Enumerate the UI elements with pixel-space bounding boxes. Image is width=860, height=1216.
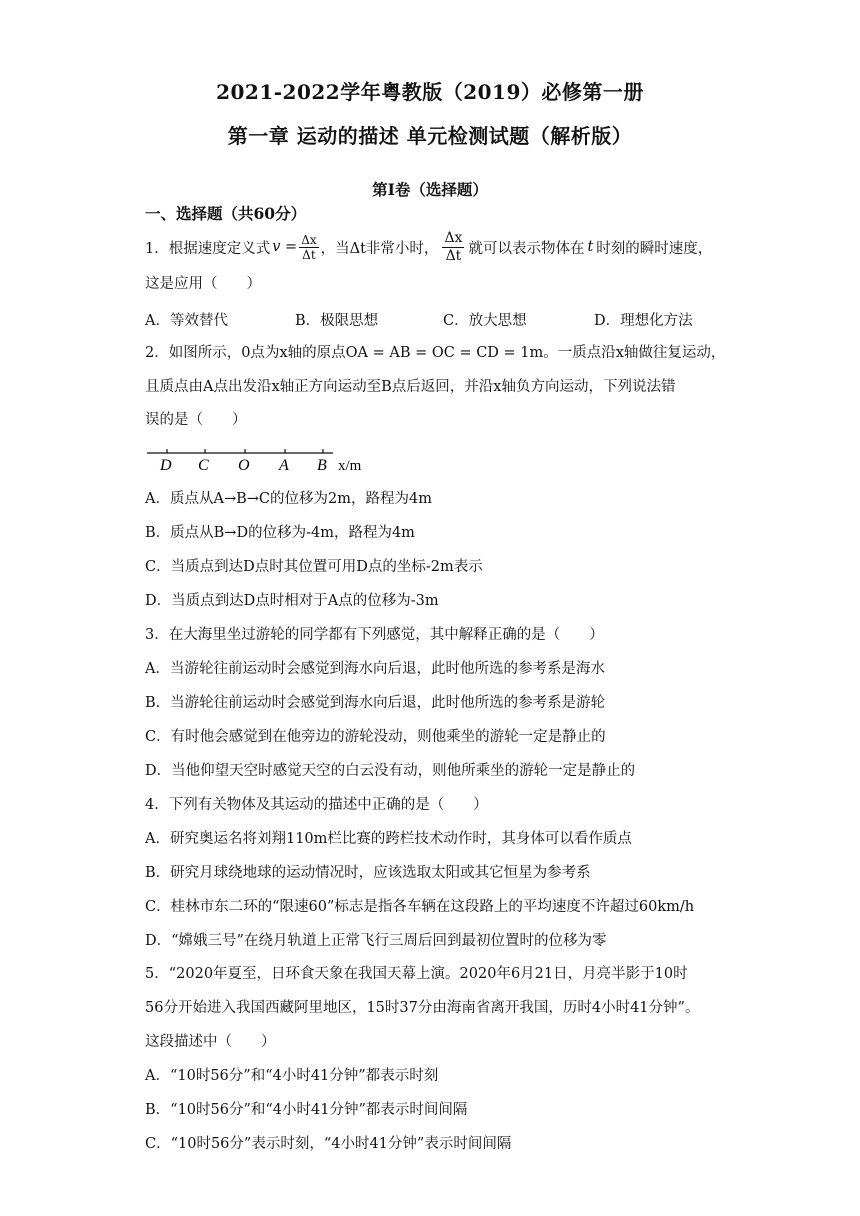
q1-option-b: B．极限思想	[295, 313, 379, 329]
q1-t-symbol: t	[587, 239, 594, 255]
q4-option-b: B．研究月球绕地球的运动情况时，应该选取太阳或其它恒星为参考系	[145, 865, 591, 881]
q5-stem-line3: 这段描述中（ ）	[145, 1034, 276, 1050]
q3-stem: 3．在大海里坐过游轮的同学都有下列感觉，其中解释正确的是（ ）	[145, 627, 604, 643]
x-axis-diagram	[145, 440, 385, 476]
q1-text-part4: 时刻的瞬时速度，	[596, 240, 713, 257]
q4-option-d: D．“嫦娥三号”在绕月轨道上正常飞行三周后回到最初位置时的位移为零	[145, 933, 607, 949]
q1-v-equals: v =	[272, 239, 298, 255]
q5-stem-line1: 5．“2020年夏至，日环食天象在我国天幕上演。2020年6月21日，月亮半影于10时	[145, 966, 688, 982]
q1-ratio-denominator: Δt	[445, 247, 462, 264]
q5-option-b: B．“10时56分”和“4小时41分钟”都表示时间间隔	[145, 1102, 468, 1118]
section-heading: 一、选择题（共60分）	[145, 204, 307, 223]
q1-velocity-fraction	[299, 233, 318, 262]
axis-label-a: A	[279, 457, 289, 474]
axis-label-c: C	[198, 457, 209, 474]
q3-option-a: A．当游轮往前运动时会感觉到海水向后退，此时他所选的参考系是海水	[145, 661, 605, 677]
q1-frac-denominator: Δt	[302, 247, 316, 262]
q3-option-d: D．当他仰望天空时感觉天空的白云没有动，则他所乘坐的游轮一定是静止的	[145, 763, 636, 779]
document-subtitle: 第一章 运动的描述 单元检测试题（解析版）	[227, 124, 633, 148]
q1-text-part3: 就可以表示物体在	[468, 240, 585, 257]
q2-option-d: D．当质点到达D点时相对于A点的位移为-3m	[145, 593, 439, 609]
q2-option-b: B．质点从B→D的位移为-4m，路程为4m	[145, 525, 415, 541]
q2-stem-line2: 且质点由A点出发沿x轴正方向运动至B点后返回，并沿x轴负方向运动，下列说法错	[145, 379, 676, 395]
axis-label-o: O	[238, 457, 250, 474]
q2-option-c: C．当质点到达D点时其位置可用D点的坐标-2m表示	[145, 559, 483, 575]
q3-option-b: B．当游轮往前运动时会感觉到海水向后退，此时他所选的参考系是游轮	[145, 695, 606, 711]
q2-option-a: A．质点从A→B→C的位移为2m，路程为4m	[145, 491, 432, 507]
q1-ratio-numerator: Δx	[444, 229, 463, 246]
q2-stem-line3: 误的是（ ）	[145, 412, 247, 428]
q2-stem-line1: 2．如图所示，0点为x轴的原点OA = AB = OC = CD = 1m。一质点沿x轴做往复运动，	[145, 345, 726, 361]
q1-option-d: D．理想化方法	[594, 313, 693, 329]
q1-stem-line1	[145, 229, 713, 264]
q1-option-a: A．等效替代	[145, 313, 228, 329]
q5-option-c: C．“10时56分”表示时刻，“4小时41分钟”表示时间间隔	[145, 1136, 512, 1152]
q1-stem-line2: 这是应用（ ）	[145, 276, 261, 292]
q4-option-a: A．研究奥运名将刘翔110m栏比赛的跨栏技术动作时，其身体可以看作质点	[145, 831, 632, 847]
q1-text-part1: 1．根据速度定义式	[145, 240, 271, 257]
q1-option-c: C．放大思想	[443, 313, 527, 329]
q4-option-c: C．桂林市东二环的“限速60”标志是指各车辆在这段路上的平均速度不许超过60km/h	[145, 899, 695, 915]
q1-ratio-fraction	[442, 230, 464, 265]
q5-stem-line2: 56分开始进入我国西藏阿里地区，15时37分由海南省离开我国，历时4小时41分钟”。	[145, 1000, 700, 1016]
q4-stem: 4．下列有关物体及其运动的描述中正确的是（ ）	[145, 797, 488, 813]
document-title: 2021-2022学年粤教版（2019）必修第一册	[216, 80, 644, 104]
volume-heading: 第Ⅰ卷（选择题）	[372, 180, 488, 199]
axis-unit-label: x/m	[338, 458, 362, 474]
axis-label-d: D	[160, 457, 172, 474]
axis-label-b: B	[317, 457, 327, 474]
q1-frac-numerator: Δx	[301, 232, 317, 247]
q3-option-c: C．有时他会感觉到在他旁边的游轮没动，则他乘坐的游轮一定是静止的	[145, 729, 606, 745]
q1-text-part2: ，当Δt非常小时，	[320, 240, 439, 257]
q5-option-a: A．“10时56分”和“4小时41分钟”都表示时刻	[145, 1068, 439, 1084]
